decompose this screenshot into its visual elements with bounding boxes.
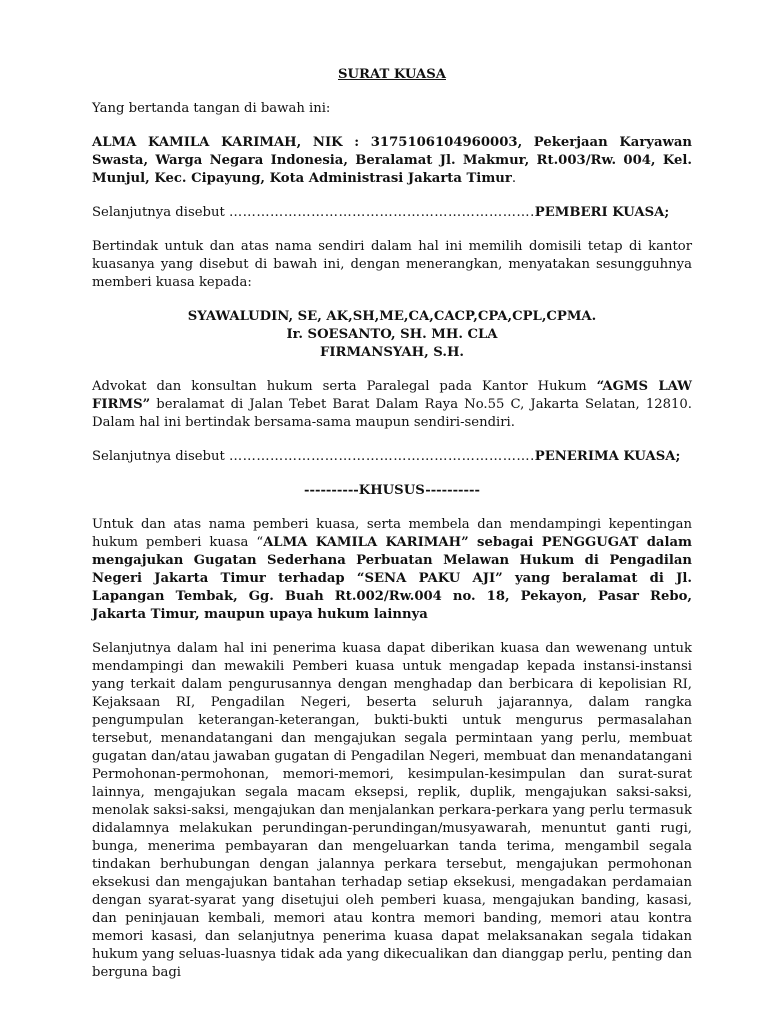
- grantor-details: ALMA KAMILA KARIMAH, NIK : 3175106104960003, Pekerjaan Karyawan Swasta, Warga Negara Indonesia, Beralamat Jl. Makmur, Rt.003/Rw. 004, Kel. Munjul, Kec. Cipayung, Kota Administrasi Jakarta Timur: [92, 135, 692, 186]
- grantor-period: .: [511, 171, 517, 186]
- firm-intro: Advokat dan konsultan hukum serta Paralegal pada Kantor Hukum: [92, 379, 597, 394]
- grantor-identity: [92, 134, 692, 188]
- special-case-details: ALMA KAMILA KARIMAH” sebagai PENGGUGAT dalam mengajukan Gugatan Sederhana Perbuatan Melawan Hukum di Pengadilan Negeri Jakarta Timur terhadap “SENA PAKU AJI” yang beralamat di Jl. Lapangan Tembak, Gg. Buah Rt.002/Rw.004 no. 18, Pekayon, Pasar Rebo, Jakarta Timur, maupun upaya hukum lainnya: [92, 535, 692, 622]
- attorney-name: FIRMANSYAH, S.H.: [319, 345, 465, 360]
- attorney-name: Ir. SOESANTO, SH. MH. CLA: [286, 327, 498, 342]
- designation-label: Selanjutnya disebut: [92, 205, 229, 220]
- firm-address: beralamat di Jalan Tebet Barat Dalam Raya No.55 C, Jakarta Selatan, 12810. Dalam hal ini bertindak bersama-sama maupun sendiri-sendiri.: [92, 397, 692, 430]
- intro-line: Yang bertanda tangan di bawah ini:: [92, 101, 331, 116]
- designation-dots: ………………………………………………………….: [228, 205, 535, 220]
- recipient-designation: [92, 448, 692, 466]
- recipient-role: PENERIMA KUASA;: [534, 449, 681, 464]
- powers-paragraph: Selanjutnya dalam hal ini penerima kuasa dapat diberikan kuasa dan wewenang untuk mendampingi dan mewakili Pemberi kuasa untuk mengadap kepada instansi-instansi yang terkait dalam pengurusannya dengan menghadap dan berbicara di kepolisian RI, Kejaksaan RI, Pengadilan Negeri, beserta seluruh jajarannya, dalam rangka pengumpulan keterangan-keterangan, bukti-bukti untuk mengurus permasalahan tersebut, menandatangani dan mengajukan segala permintaan yang perlu, membuat gugatan dan/atau jawaban gugatan di Pengadilan Negeri, membuat dan menandatangani Permohonan-permohonan, memori-memori, kesimpulan-kesimpulan dan surat-surat lainnya, mengajukan segala macam eksepsi, replik, duplik, mengajukan saksi-saksi, menolak saksi-saksi, mengajukan dan menjalankan perkara-perkara yang perlu termasuk didalamnya melakukan perundingan-perundingan/musyawarah, menuntut ganti rugi, bunga, menerima pembayaran dan mengeluarkan tanda terima, mengambil segala tindakan berhubungan dengan jalannya perkara tersebut, mengajukan permohonan eksekusi dan mengajukan bantahan terhadap setiap eksekusi, mengadakan perdamaian dengan syarat-syarat yang disetujui oleh pemberi kuasa, mengajukan banding, kasasi, dan peninjauan kembali, memori atau kontra memori banding, memori atau kontra memori kasasi, dan selanjutnya penerima kuasa dapat melaksanakan segala tidakan hukum yang seluas-luasnya tidak ada yang dikecualikan dan dianggap perlu, penting dan berguna bagi: [92, 641, 692, 980]
- special-intro: Untuk dan atas nama pemberi kuasa, serta membela dan mendampingi kepentingan hukum pemberi kuasa “: [92, 517, 692, 550]
- grantor-role: PEMBERI KUASA;: [534, 205, 670, 220]
- attorney-list: [92, 308, 692, 362]
- special-purpose-paragraph: [92, 516, 692, 624]
- grantor-designation: [92, 204, 692, 222]
- designation-dots: ………………………………………………………….: [228, 449, 535, 464]
- document-title: SURAT KUASA: [338, 67, 446, 82]
- firm-name: “AGMS LAW FIRMS”: [92, 379, 692, 412]
- acting-paragraph: Bertindak untuk dan atas nama sendiri dalam hal ini memilih domisili tetap di kantor kuasanya yang disebut di bawah ini, dengan menerangkan, menyatakan sesungguhnya memberi kuasa kepada:: [92, 239, 692, 290]
- attorney-name: SYAWALUDIN, SE, AK,SH,ME,CA,CACP,CPA,CPL,CPMA.: [187, 309, 597, 324]
- khusus-heading: ----------KHUSUS----------: [304, 483, 480, 498]
- law-firm-paragraph: [92, 378, 692, 432]
- designation-label: Selanjutnya disebut: [92, 449, 229, 464]
